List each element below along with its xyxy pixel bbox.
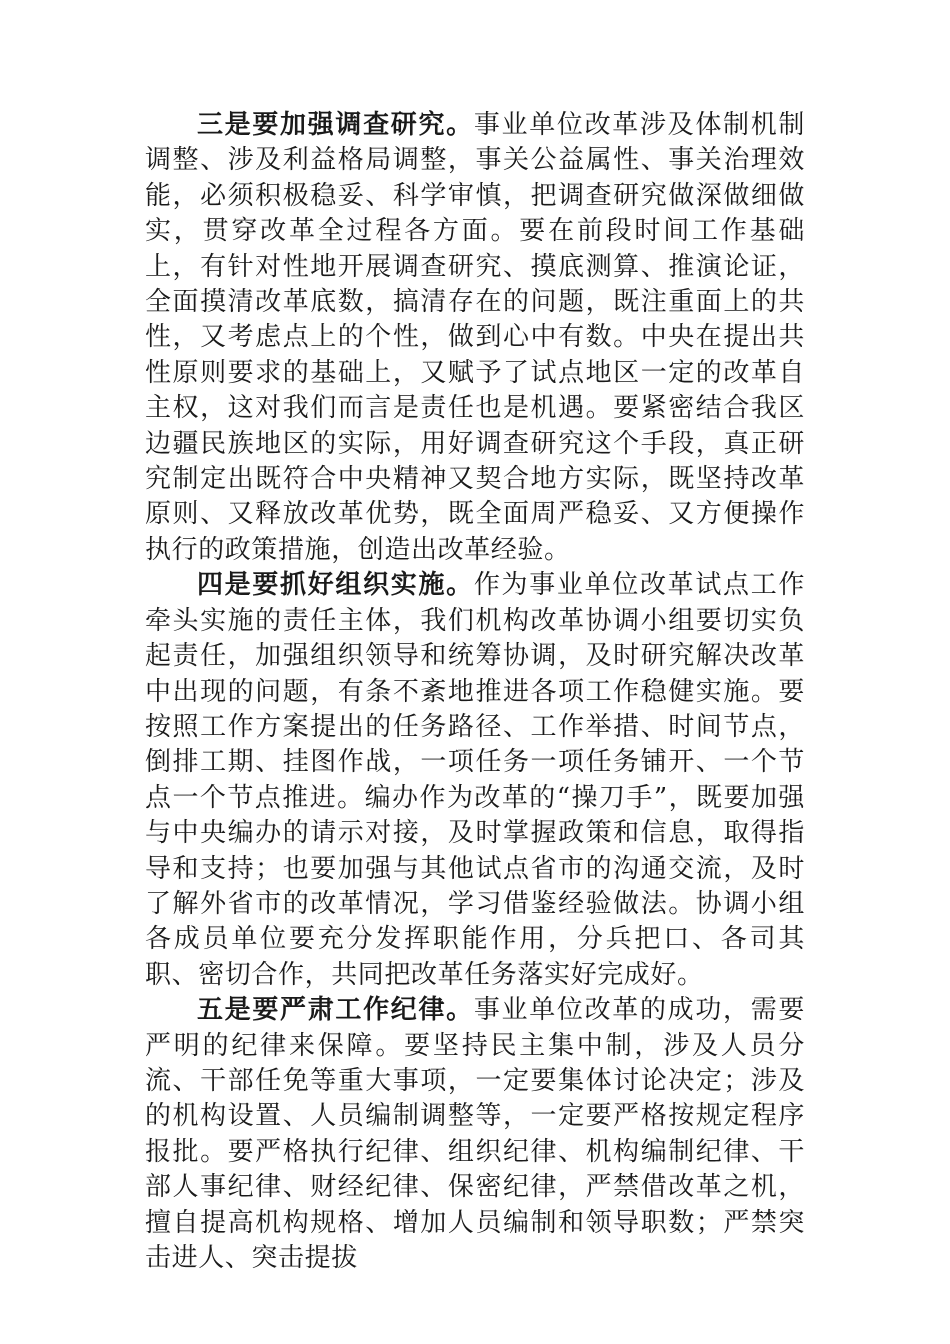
paragraph-lead: 五是要严肃工作纪律。 xyxy=(197,995,474,1026)
paragraph-organization-implementation xyxy=(145,568,805,993)
paragraph-body: 事业单位改革的成功，需要严明的纪律来保障。要坚持民主集中制，涉及人员分流、干部任免等重大事项，一定要集体讨论决定；涉及的机构设置、人员编制调整等，一定要严格按规定程序报批。要严格执行纪律、组织纪律、机构编制纪律、干部人事纪律、财经纪律、保密纪律，严禁借改革之机，擅自提高机构规格、增加人员编制和领导职数；严禁突击进人、突击提拔 xyxy=(145,995,805,1273)
paragraph-investigation-research xyxy=(145,108,805,568)
paragraph-work-discipline xyxy=(145,993,805,1276)
paragraph-lead: 四是要抓好组织实施。 xyxy=(197,570,474,601)
document-page xyxy=(145,108,805,1276)
paragraph-body: 事业单位改革涉及体制机制调整、涉及利益格局调整，事关公益属性、事关治理效能，必须积极稳妥、科学审慎，把调查研究做深做细做实，贯穿改革全过程各方面。要在前段时间工作基础上，有针对性地开展调查研究、摸底测算、推演论证，全面摸清改革底数，搞清存在的问题，既注重面上的共性，又考虑点上的个性，做到心中有数。中央在提出共性原则要求的基础上，又赋予了试点地区一定的改革自主权，这对我们而言是责任也是机遇。要紧密结合我区边疆民族地区的实际，用好调查研究这个手段，真正研究制定出既符合中央精神又契合地方实际，既坚持改革原则、又释放改革优势，既全面周严稳妥、又方便操作执行的政策措施，创造出改革经验。 xyxy=(145,110,805,565)
paragraph-body: 作为事业单位改革试点工作牵头实施的责任主体，我们机构改革协调小组要切实负起责任，加强组织领导和统筹协调，及时研究解决改革中出现的问题，有条不紊地推进各项工作稳健实施。要按照工作方案提出的任务路径、工作举措、时间节点，倒排工期、挂图作战，一项任务一项任务铺开、一个节点一个节点推进。编办作为改革的“操刀手”，既要加强与中央编办的请示对接，及时掌握政策和信息，取得指导和支持；也要加强与其他试点省市的沟通交流，及时了解外省市的改革情况，学习借鉴经验做法。协调小组各成员单位要充分发挥职能作用，分兵把口、各司其职、密切合作，共同把改革任务落实好完成好。 xyxy=(145,570,805,990)
paragraph-lead: 三是要加强调查研究。 xyxy=(197,110,474,140)
